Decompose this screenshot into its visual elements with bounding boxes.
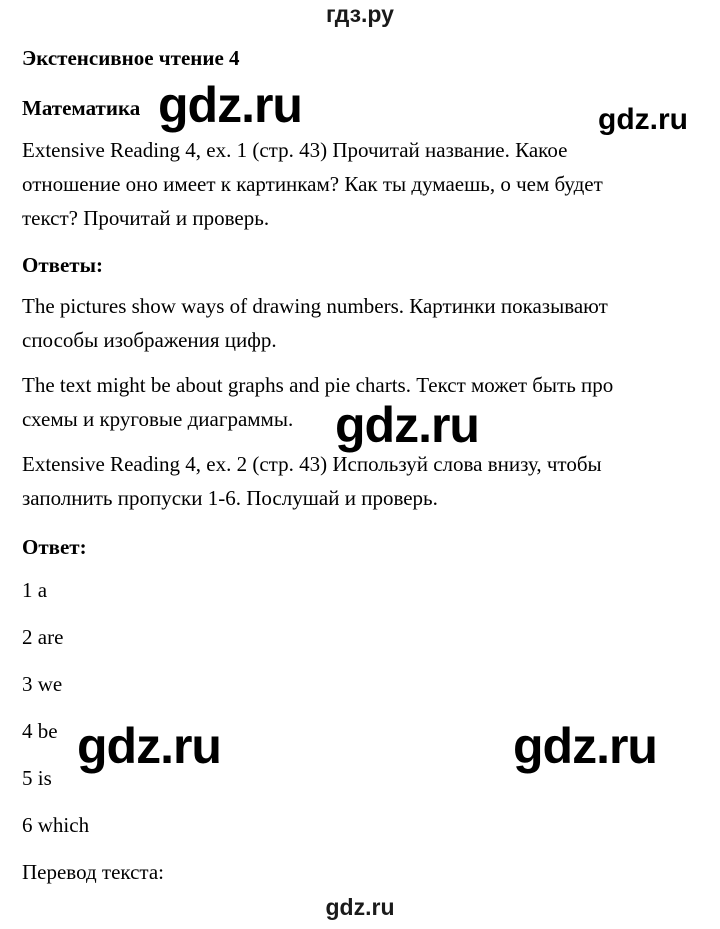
- answer-item-6: 6 which: [22, 813, 90, 837]
- exercise-2-line: Extensive Reading 4, ex. 2 (стр. 43) Используй слова внизу, чтобы: [22, 452, 602, 476]
- section-title: Экстенсивное чтение 4: [22, 46, 240, 70]
- answer-heading: Ответ:: [22, 535, 87, 559]
- answer-item-2: 2 are: [22, 625, 64, 649]
- watermark: gdz.ru: [77, 718, 221, 774]
- translation-label: Перевод текста:: [22, 860, 164, 884]
- watermark: gdz.ru: [598, 103, 688, 136]
- exercise-1-line: Extensive Reading 4, ex. 1 (стр. 43) Прочитай название. Какое: [22, 138, 568, 162]
- exercise-2-line: заполнить пропуски 1-6. Послушай и проверь.: [22, 486, 438, 510]
- exercise-1-text: [22, 133, 603, 235]
- answer-line: способы изображения цифр.: [22, 328, 277, 352]
- exercise-1-line: отношение оно имеет к картинкам? Как ты думаешь, о чем будет: [22, 172, 603, 196]
- exercise-2-text: [22, 447, 602, 515]
- answer-line: схемы и круговые диаграммы.: [22, 407, 294, 431]
- answer-item-3: 3 we: [22, 672, 63, 696]
- answers-heading: Ответы:: [22, 253, 104, 277]
- answer-item-1: 1 a: [22, 578, 48, 602]
- answer-item-5: 5 is: [22, 766, 52, 790]
- subject-heading: Математика: [22, 96, 141, 120]
- answer-item-4: 4 be: [22, 719, 58, 743]
- answer-paragraph-1: [22, 289, 608, 357]
- site-header: гдз.ру: [326, 1, 394, 27]
- watermark: gdz.ru: [158, 77, 302, 133]
- exercise-1-line: текст? Прочитай и проверь.: [22, 206, 270, 230]
- watermark: gdz.ru: [513, 718, 657, 774]
- answer-line: The pictures show ways of drawing numbers. Картинки показывают: [22, 294, 608, 318]
- answer-line: The text might be about graphs and pie charts. Текст может быть про: [22, 373, 614, 397]
- site-footer: gdz.ru: [325, 894, 395, 920]
- watermark: gdz.ru: [335, 397, 479, 453]
- answer-paragraph-2: [22, 368, 613, 436]
